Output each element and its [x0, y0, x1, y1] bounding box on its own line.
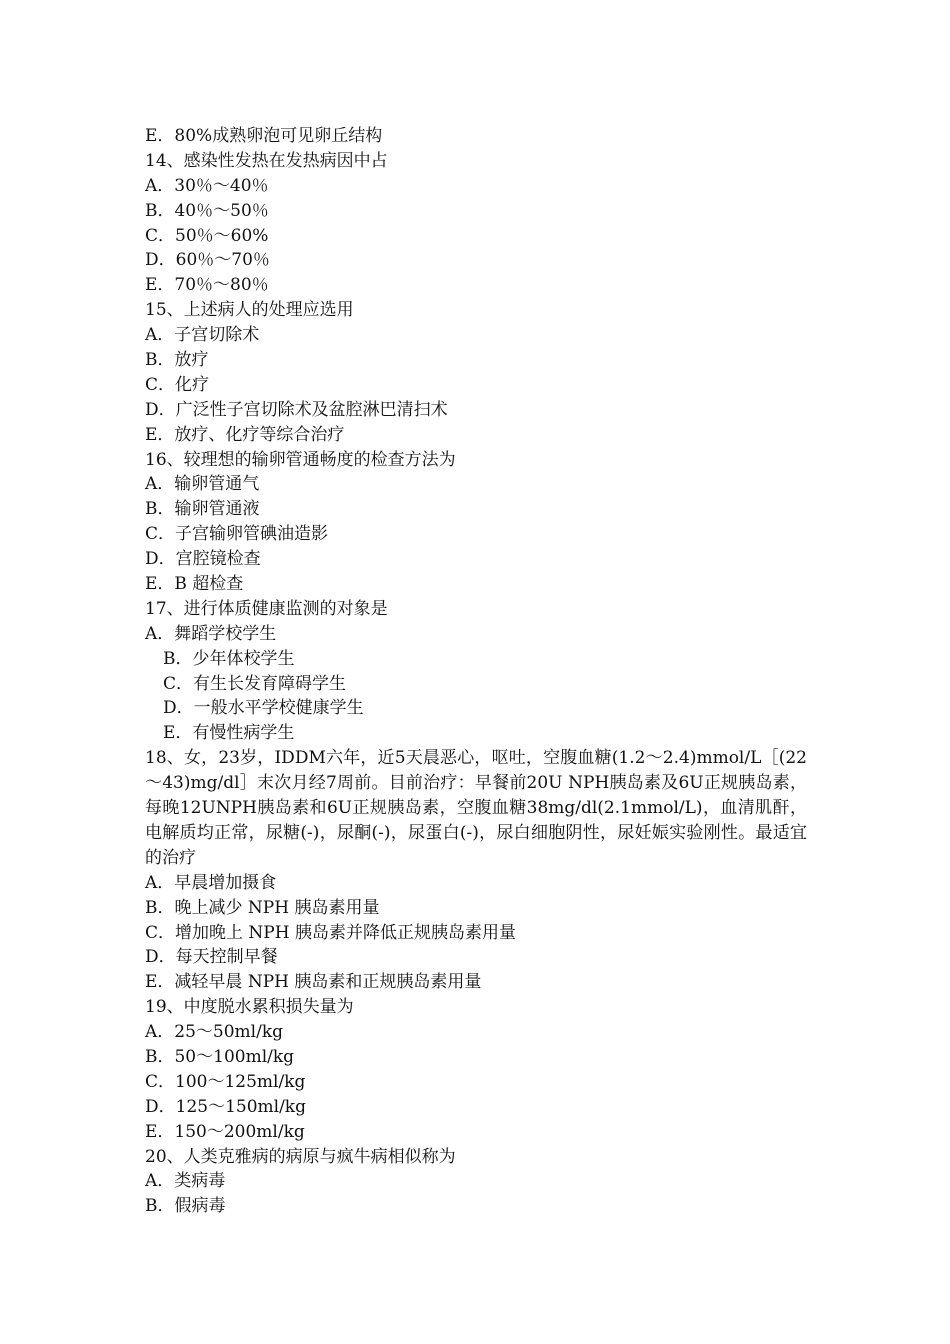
question-15: 15、上述病人的处理应选用 — [145, 300, 354, 321]
question-20: 20、人类克雅病的病原与疯牛病相似称为 — [145, 1146, 456, 1167]
option-line: A．舞蹈学校学生 — [145, 623, 277, 644]
question-17: 17、进行体质健康监测的对象是 — [145, 598, 388, 619]
option-line: B．晚上减少 NPH 胰岛素用量 — [145, 897, 380, 918]
question-16: 16、较理想的输卵管通畅度的检查方法为 — [145, 449, 456, 470]
option-line: C．子宫输卵管碘油造影 — [145, 524, 329, 545]
option-line: A．25～50ml/kg — [145, 1022, 284, 1043]
option-line: A．早晨增加摄食 — [145, 872, 277, 893]
option-line: D．宫腔镜检查 — [145, 549, 261, 570]
option-line: B．40％～50％ — [145, 200, 269, 221]
option-line: E．70％～80％ — [145, 275, 269, 296]
option-line: D．每天控制早餐 — [145, 947, 278, 968]
option-line: A．输卵管通气 — [145, 474, 260, 495]
option-line: B．放疗 — [145, 350, 209, 371]
option-line: E．有慢性病学生 — [163, 723, 295, 744]
option-line: D．一般水平学校健康学生 — [163, 698, 364, 719]
option-line: E．放疗、化疗等综合治疗 — [145, 424, 345, 445]
text-line: E．80%成熟卵泡可见卵丘结构 — [145, 126, 383, 146]
option-line: B．少年体校学生 — [163, 648, 295, 669]
option-line: B．输卵管通液 — [145, 499, 260, 520]
option-line: C．100～125ml/kg — [145, 1071, 306, 1092]
option-line: B．假病毒 — [145, 1196, 226, 1217]
question-18: 18、女，23岁，IDDM六年，近5天晨恶心，呕吐，空腹血糖(1.2～2.4)mmol/L［(22～43)mg/dl］末次月经7周前。目前治疗：早餐前20U NPH胰岛素及6U正规胰岛素，每晚12UNPH胰岛素和6U正规胰岛素，空腹血糖38mg/dl(2.1mmol/L)，血清肌酐，电解质均正常，尿糖(-)，尿酮(-)，尿蛋白(-)，尿白细胞阴性，尿妊娠实验刚性。最适宜的治疗 — [145, 748, 807, 868]
option-line: A．子宫切除术 — [145, 325, 260, 346]
question-19: 19、中度脱水累积损失量为 — [145, 997, 354, 1018]
option-line: B．50～100ml/kg — [145, 1047, 295, 1068]
option-line: D．广泛性子宫切除术及盆腔淋巴清扫术 — [145, 399, 448, 420]
option-line: E．减轻早晨 NPH 胰岛素和正规胰岛素用量 — [145, 972, 482, 993]
option-line: C．有生长发育障碍学生 — [163, 673, 347, 694]
option-line: C．50％～60% — [145, 225, 269, 246]
option-line: E．150～200ml/kg — [145, 1121, 305, 1142]
option-line: A．类病毒 — [145, 1171, 226, 1192]
question-14: 14、感染性发热在发热病因中占 — [145, 150, 388, 171]
option-line: D．125～150ml/kg — [145, 1096, 306, 1117]
document-body — [145, 124, 807, 1219]
option-line: A．30％～40％ — [145, 175, 269, 196]
option-line: C．化疗 — [145, 374, 210, 395]
option-line: C．增加晚上 NPH 胰岛素并降低正规胰岛素用量 — [145, 922, 516, 943]
option-line: E．B 超检查 — [145, 574, 244, 595]
option-line: D．60％～70％ — [145, 250, 270, 271]
